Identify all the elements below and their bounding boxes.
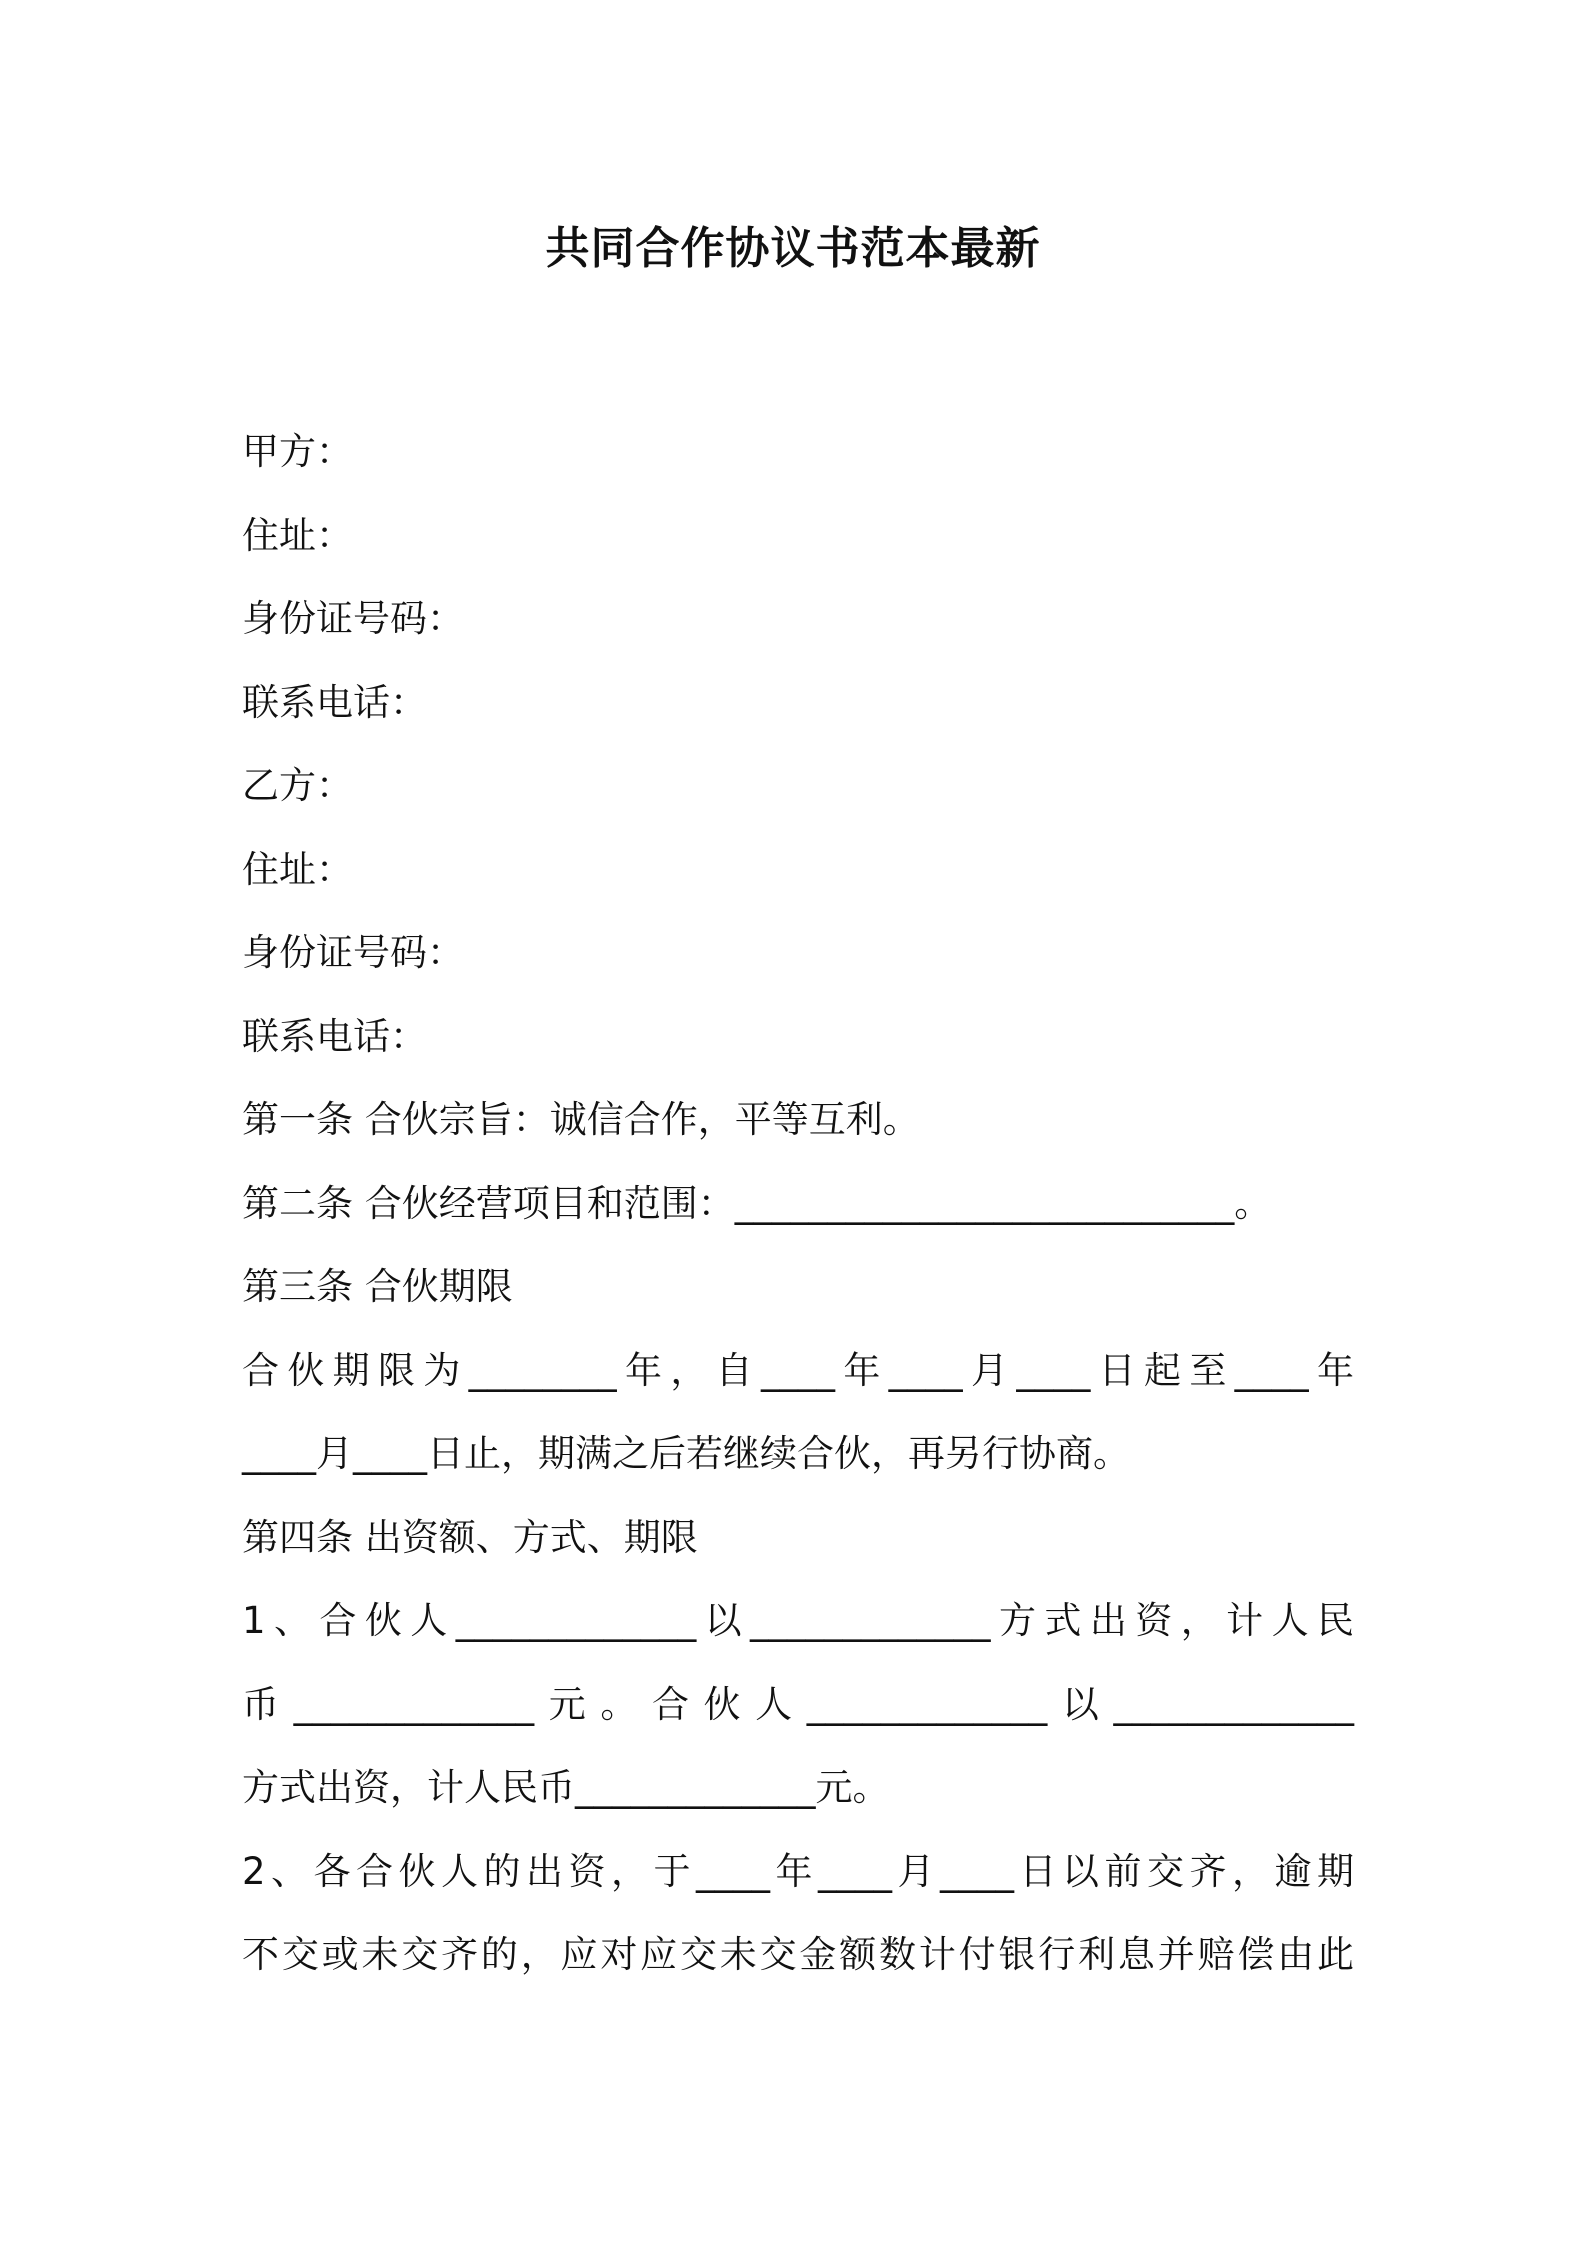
- party-b-id-number: 身份证号码：: [242, 931, 464, 974]
- party-b-address: 住址：: [242, 847, 353, 891]
- party-a-phone: 联系电话：: [242, 680, 427, 724]
- article-2: 第二条 合伙经营项目和范围：___________________________。: [242, 1181, 1272, 1225]
- document-body: [242, 410, 1354, 1997]
- article-4-item-2-line-2: 不交或未交齐的，应对应交未交金额数计付银行利息并赔偿由此: [242, 1933, 1354, 1976]
- article-3-heading: 第三条 合伙期限: [242, 1265, 513, 1308]
- article-1: 第一条 合伙宗旨：诚信合作，平等互利。: [242, 1098, 920, 1141]
- party-b-phone: 联系电话：: [242, 1014, 427, 1058]
- party-a-label: 甲方：: [242, 430, 353, 473]
- party-a-id-number: 身份证号码：: [242, 597, 464, 640]
- article-3-text-line-1: 合伙期限为________年，自____年____月____日起至____年: [242, 1348, 1354, 1392]
- article-4-item-2-line-1: 2、各合伙人的出资，于____年____月____日以前交齐，逾期: [242, 1849, 1354, 1893]
- party-a-address: 住址：: [242, 513, 353, 557]
- article-4-item-1-line-2: 币_____________元。合伙人_____________以_____________: [242, 1682, 1354, 1726]
- article-4-heading: 第四条 出资额、方式、期限: [242, 1515, 698, 1559]
- article-4-item-1-line-3: 方式出资，计人民币_____________元。: [242, 1766, 890, 1809]
- article-4-item-1-line-1: 1、合伙人_____________以_____________方式出资，计人民: [242, 1599, 1354, 1642]
- article-3-text-line-2: ____月____日止，期满之后若继续合伙，再另行协商。: [242, 1432, 1130, 1475]
- party-b-label: 乙方：: [242, 764, 353, 807]
- document-title: 共同合作协议书范本最新: [545, 223, 1041, 274]
